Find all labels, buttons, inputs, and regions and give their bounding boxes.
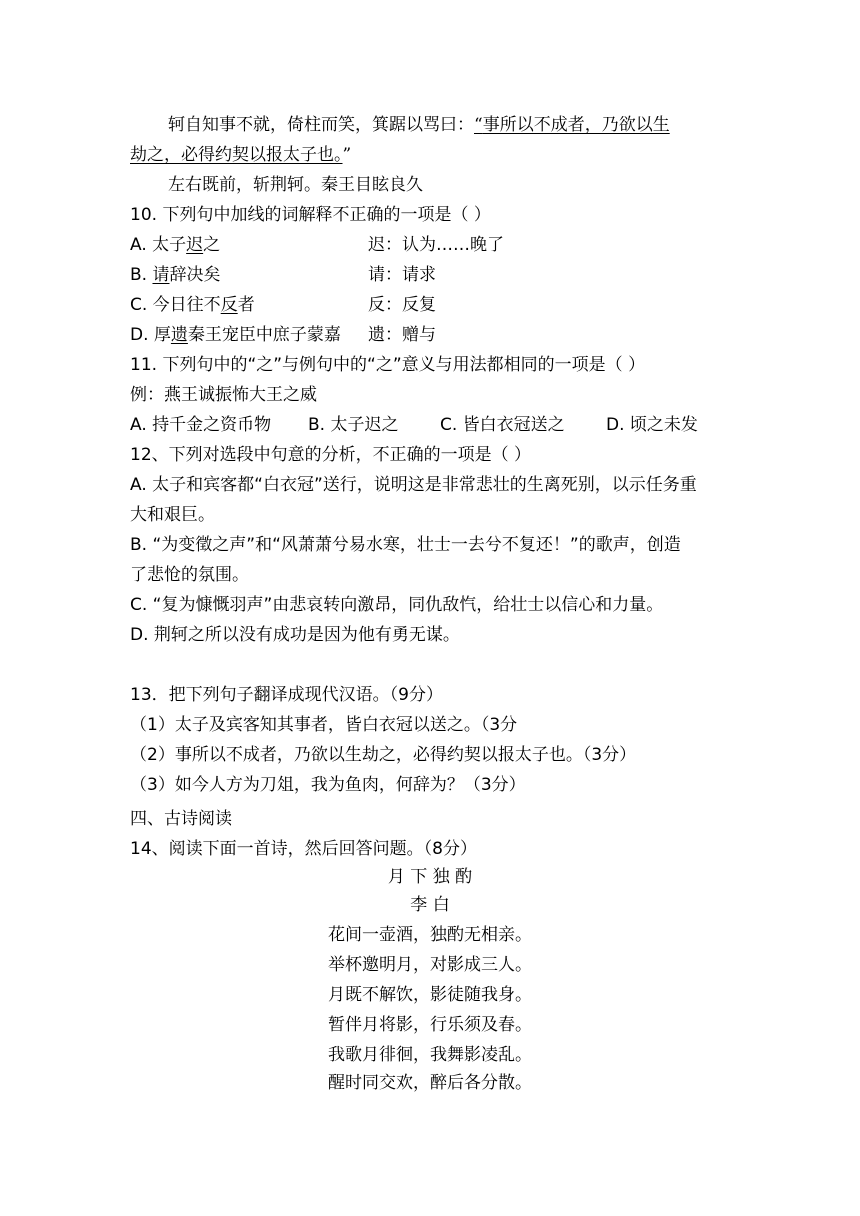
passage-text: 轲自知事不就，倚柱而笑，箕踞以骂曰： <box>168 115 474 135</box>
poem-line: 我歌月徘徊，我舞影凌乱。 <box>328 1045 532 1065</box>
poem-author: 李 白 <box>410 895 450 915</box>
option-text: B. <box>130 265 153 285</box>
passage-paragraph-1 <box>168 114 670 136</box>
underlined-word: 迟 <box>186 235 204 255</box>
poem-line: 醒时同交欢，醉后各分散。 <box>328 1073 532 1093</box>
question-12-option-b: B. “为变徵之声”和“风萧萧兮易水寒，壮士一去兮不复还！”的歌声，创造 <box>130 535 681 555</box>
question-13-stem: 13．把下列句子翻译成现代汉语。（9分） <box>130 685 443 705</box>
underlined-quote: 劫之，必得约契以报太子也。 <box>130 145 343 165</box>
underlined-word: 请 <box>152 265 170 285</box>
question-12-option-a: A. 太子和宾客都“白衣冠”送行，说明这是非常悲壮的生离死别，以示任务重 <box>130 475 697 495</box>
option-text: A. 太子 <box>130 235 187 255</box>
poem-line: 举杯邀明月，对影成三人。 <box>328 955 532 975</box>
closing-quote-mark: ” <box>342 145 352 165</box>
option-text: 者 <box>237 295 255 315</box>
poem-line: 月既不解饮，影徒随我身。 <box>328 985 532 1005</box>
option-gloss: 迟：认为……晚了 <box>368 235 504 255</box>
question-13-item-3: （3）如今人方为刀俎，我为鱼肉，何辞为？（3分） <box>130 775 526 795</box>
option-text: 秦王宠臣中庶子蒙嘉 <box>187 325 341 345</box>
question-10-stem: 10. 下列句中加线的词解释不正确的一项是（ ） <box>130 205 491 225</box>
poem-line: 暂伴月将影，行乐须及春。 <box>328 1015 532 1035</box>
passage-paragraph-1-cont <box>130 144 351 166</box>
option-text: C. 今日往不 <box>130 295 221 315</box>
question-12-option-b-cont: 了悲怆的氛围。 <box>130 565 249 585</box>
option-text: D. 厚 <box>130 325 171 345</box>
question-11-stem: 11. 下列句中的“之”与例句中的“之”意义与用法都相同的一项是（ ） <box>130 355 646 375</box>
underlined-quote-mark: “ <box>474 115 483 135</box>
option-d: D. 顷之未发 <box>606 415 698 435</box>
question-10-option-a <box>130 234 730 256</box>
question-11-options <box>130 414 698 436</box>
option-gloss: 反：反复 <box>368 295 436 315</box>
option-a: A. 持千金之资币物 <box>130 415 272 435</box>
poem-title: 月 下 独 酌 <box>387 867 473 887</box>
underlined-word: 遗 <box>170 325 188 345</box>
question-10-option-c <box>130 294 730 316</box>
section-heading: 四、古诗阅读 <box>130 809 232 829</box>
question-11-example: 例：燕王诚振怖大王之威 <box>130 385 317 405</box>
option-text: 之 <box>203 235 221 255</box>
question-12-option-a-cont: 大和艰巨。 <box>130 505 215 525</box>
question-12-stem: 12、下列对选段中句意的分析，不正确的一项是（ ） <box>130 445 532 465</box>
passage-paragraph-2: 左右既前，斩荆轲。秦王目眩良久 <box>168 175 423 195</box>
question-13-item-1: （1）太子及宾客知其事者，皆白衣冠以送之。（3分 <box>130 715 518 735</box>
underlined-quote: 事所以不成者，乃欲以生 <box>482 115 670 135</box>
option-b: B. 太子迟之 <box>308 415 399 435</box>
question-13-item-2: （2）事所以不成者，乃欲以生劫之，必得约契以报太子也。（3分） <box>130 745 637 765</box>
option-gloss: 遗：赠与 <box>368 325 436 345</box>
question-12-option-c: C. “复为慷慨羽声”由悲哀转向激昂，同仇敌忾，给壮士以信心和力量。 <box>130 595 664 615</box>
option-text: 辞决矣 <box>169 265 221 285</box>
question-14-stem: 14、阅读下面一首诗，然后回答问题。（8分） <box>130 839 477 859</box>
option-gloss: 请：请求 <box>368 265 436 285</box>
question-12-option-d: D. 荆轲之所以没有成功是因为他有勇无谋。 <box>130 625 460 645</box>
question-10-option-d <box>130 324 730 346</box>
poem-line: 花间一壶酒，独酌无相亲。 <box>328 925 532 945</box>
question-10-option-b <box>130 264 730 286</box>
underlined-word: 反 <box>220 295 238 315</box>
option-c: C. 皆白衣冠送之 <box>440 415 565 435</box>
